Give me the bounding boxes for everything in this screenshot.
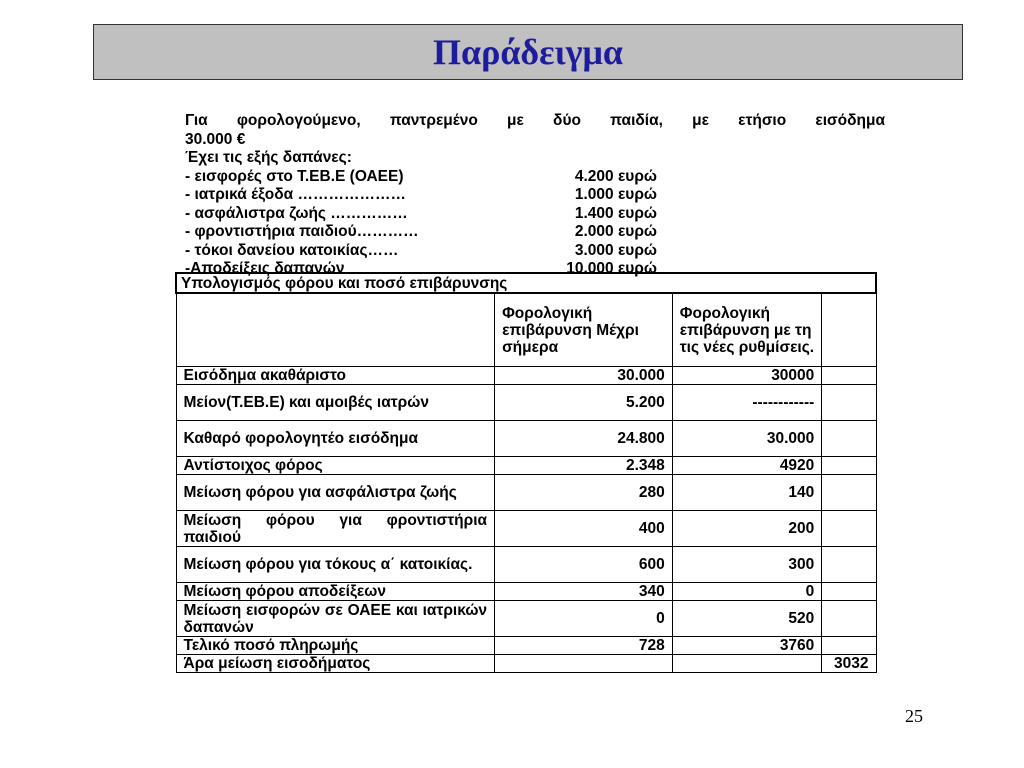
value-current: 340: [495, 583, 673, 601]
row-label: Τελικό ποσό πληρωμής: [176, 637, 495, 655]
value-current: 30.000: [495, 367, 673, 385]
expense-item: [185, 205, 885, 224]
value-current: 280: [495, 475, 673, 511]
row-label: Μείωση φόρου αποδείξεων: [176, 583, 495, 601]
table-row: [176, 421, 876, 457]
row-label: Μείωση φόρου για φροντιστήρια παιδιού: [176, 511, 495, 547]
value-current: 24.800: [495, 421, 673, 457]
value-reduction: [822, 637, 876, 655]
value-new: [672, 655, 822, 673]
table-row: [176, 385, 876, 421]
value-reduction: 3032: [822, 655, 876, 673]
value-current: 728: [495, 637, 673, 655]
expense-label: - ασφάλιστρα ζωής ……………: [185, 204, 408, 222]
expense-amount: 2.000 ευρώ: [574, 223, 657, 240]
row-label: Μείον(Τ.ΕΒ.Ε) και αμοιβές ιατρών: [176, 385, 495, 421]
value-reduction: [822, 367, 876, 385]
value-reduction: [822, 475, 876, 511]
table-row: [176, 583, 876, 601]
row-label: Εισόδημα ακαθάριστο: [176, 367, 495, 385]
value-new: 4920: [672, 457, 822, 475]
value-reduction: [822, 511, 876, 547]
expense-item: [185, 168, 885, 187]
value-current: 0: [495, 601, 673, 637]
expense-item: [185, 186, 885, 205]
header-empty-cell: [822, 293, 876, 367]
header-current-burden: Φορολογική επιβάρυνση Μέχρι σήμερα: [495, 293, 673, 367]
slide-title-bar: [93, 24, 963, 80]
value-new: 520: [672, 601, 822, 637]
value-current: 5.200: [495, 385, 673, 421]
table-row: [176, 457, 876, 475]
tax-calculation-table: [175, 272, 877, 673]
table-row: [176, 475, 876, 511]
expense-amount: 4.200 ευρώ: [574, 167, 657, 185]
row-label: Άρα μείωση εισοδήματος: [176, 655, 495, 673]
value-new: 30.000: [672, 421, 822, 457]
intro-text: [185, 112, 885, 279]
expense-label: - φροντιστήρια παιδιού…………: [185, 223, 419, 240]
value-current: [495, 655, 673, 673]
value-new: 30000: [672, 367, 822, 385]
expense-label: - εισφορές στο Τ.ΕΒ.Ε (ΟΑΕΕ): [185, 167, 404, 185]
expense-amount: 1.000 ευρώ: [574, 186, 657, 203]
intro-line-3: Έχει τις εξής δαπάνες:: [185, 149, 352, 166]
table-row: [176, 637, 876, 655]
value-reduction: [822, 457, 876, 475]
row-label: Μείωση εισφορών σε ΟΑΕΕ και ιατρικών δαπανών: [176, 601, 495, 637]
row-label: Καθαρό φορολογητέο εισόδημα: [176, 421, 495, 457]
expense-list: [185, 168, 885, 279]
header-new-burden: Φορολογική επιβάρυνση με τη τις νέες ρυθμίσεις.: [672, 293, 822, 367]
table-row: [176, 511, 876, 547]
expense-amount: 1.400 ευρώ: [574, 204, 657, 222]
value-reduction: [822, 421, 876, 457]
row-label: Μείωση φόρου για τόκους α΄ κατοικίας.: [176, 547, 495, 583]
expense-amount: 3.000 ευρώ: [574, 241, 657, 259]
page-number: 25: [905, 706, 923, 726]
expense-item: [185, 242, 885, 261]
table-header-row: [176, 293, 876, 367]
value-new: 3760: [672, 637, 822, 655]
expense-label: - ιατρικά έξοδα …………………: [185, 186, 406, 203]
intro-line-2: 30.000 €: [185, 130, 246, 148]
value-new: 140: [672, 475, 822, 511]
value-new: ------------: [672, 385, 822, 421]
expense-label: -Αποδείξεις δαπανών: [185, 260, 345, 277]
value-reduction: [822, 385, 876, 421]
table-caption: Υπολογισμός φόρου και ποσό επιβάρυνσης: [176, 273, 876, 293]
value-current: 600: [495, 547, 673, 583]
value-reduction: [822, 601, 876, 637]
slide-title: Παράδειγμα: [432, 32, 624, 72]
value-new: 200: [672, 511, 822, 547]
value-reduction: [822, 583, 876, 601]
table-row: [176, 655, 876, 673]
row-label: Μείωση φόρου για ασφάλιστρα ζωής: [176, 475, 495, 511]
row-label: Αντίστοιχος φόρος: [176, 457, 495, 475]
table-caption-row: [176, 273, 876, 293]
value-new: 300: [672, 547, 822, 583]
value-current: 2.348: [495, 457, 673, 475]
table-row: [176, 367, 876, 385]
header-empty-cell: [176, 293, 495, 367]
intro-line-1: Για φορολογούμενο, παντρεμένο με δύο παιδία, με ετήσιο εισόδημα: [185, 112, 885, 129]
expense-item: [185, 223, 885, 242]
expense-amount: 10.000 ευρώ: [566, 260, 657, 277]
expense-label: - τόκοι δανείου κατοικίας……: [185, 241, 399, 259]
table-row: [176, 547, 876, 583]
value-reduction: [822, 547, 876, 583]
value-current: 400: [495, 511, 673, 547]
table-row: [176, 601, 876, 637]
value-new: 0: [672, 583, 822, 601]
